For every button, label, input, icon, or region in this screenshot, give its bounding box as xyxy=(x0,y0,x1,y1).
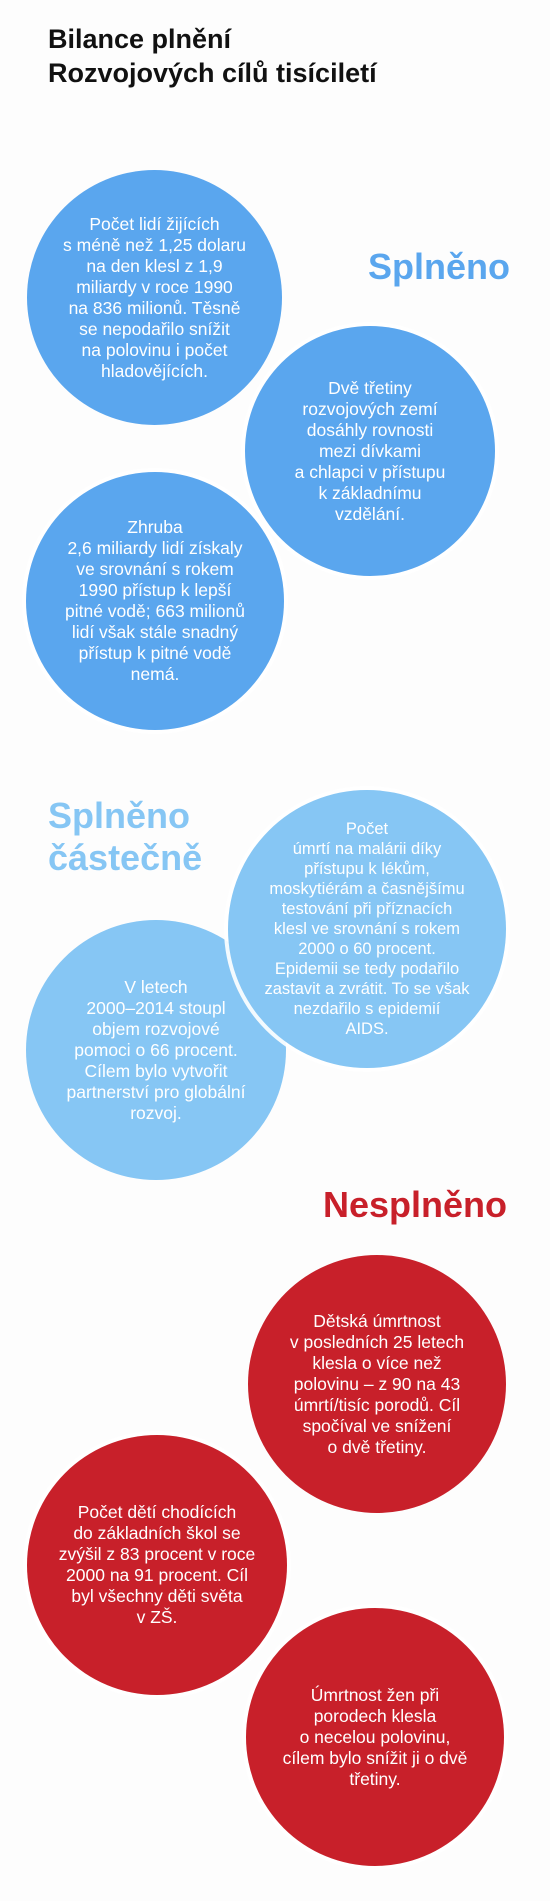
circle-text: Počet dětí chodících do základních škol se zvýšil z 83 procent v roce 2000 na 91 procent. Cíl byl všechny děti světa v ZŠ. xyxy=(58,1502,256,1627)
section-heading-achieved: Splněno xyxy=(368,246,510,287)
circle-text: Počet úmrtí na malárii díky přístupu k lékům, moskytiérám a časnějšímu testování při příznacích klesl ve srovnání s rokem 2000 o 60 procent. Epidemii se tedy podařilo zastavit a zvrátit. To se však nezdařilo s epidemií AIDS. xyxy=(264,820,470,1038)
circle-achieved-education xyxy=(245,326,495,576)
title-line-1: Bilance plnění xyxy=(48,24,232,54)
circle-text: Zhruba 2,6 miliardy lidí získaly ve srovnání s rokem 1990 přístup k lepší pitné vodě; 663 milionů lidí však stále snadný přístup k pitné vodě nemá. xyxy=(65,517,245,684)
section-heading-partial-line-2: částečně xyxy=(48,837,203,878)
circle-text: Dvě třetiny rozvojových zemí dosáhly rovnosti mezi dívkami a chlapci v přístupu k základnímu vzdělání. xyxy=(294,377,446,524)
circle-text: Dětská úmrtnost v posledních 25 letech klesla o více než polovinu – z 90 na 43 úmrtí/tisíc porodů. Cíl spočíval ve snížení o dvě třetiny. xyxy=(289,1310,465,1457)
section-heading-partial xyxy=(48,795,202,879)
circle-text: Úmrtnost žen při porodech klesla o necelou polovinu, cílem bylo snížit ji o dvě třetiny. xyxy=(282,1684,468,1789)
section-heading-partial-line-1: Splněno xyxy=(48,795,190,836)
circle-failed-maternal-mortality xyxy=(246,1608,504,1866)
circle-achieved-poverty xyxy=(27,170,282,425)
title-line-2: Rozvojových cílů tisíciletí xyxy=(48,58,377,88)
circle-achieved-water xyxy=(26,472,284,730)
page-title xyxy=(48,22,377,90)
circle-text: V letech 2000–2014 stoupl objem rozvojové pomoci o 66 procent. Cílem bylo vytvořit partnerství pro globální rozvoj. xyxy=(66,976,246,1123)
circle-failed-school xyxy=(27,1435,287,1695)
circle-text: Počet lidí žijících s méně než 1,25 dolaru na den klesl z 1,9 miliardy v roce 1990 na 836 milionů. Těsně se nepodařilo snížit na polovinu i počet hladovějících. xyxy=(63,213,246,381)
section-heading-failed: Nesplněno xyxy=(323,1184,508,1225)
circle-partial-malaria xyxy=(228,790,506,1068)
circle-failed-child-mortality xyxy=(248,1255,506,1513)
